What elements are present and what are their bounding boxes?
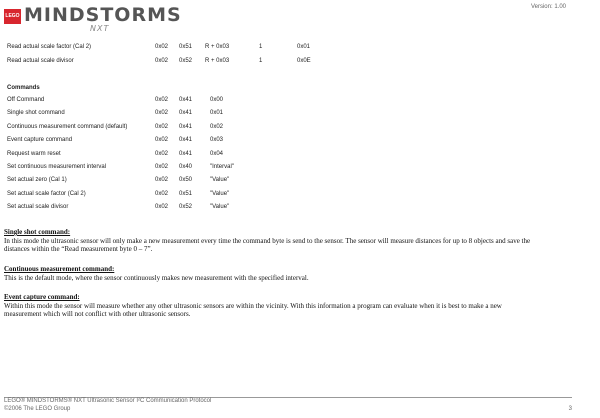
footer-title: LEGO® MINDSTORMS® NXT Ultrasonic Sensor I²C Communication Protocol — [4, 398, 212, 404]
table-cell: 0x02 — [155, 150, 169, 157]
table-cell: Request warm reset — [7, 150, 61, 157]
table-cell: Read actual scale factor (Cal 2) — [7, 44, 92, 50]
table-cell: 0x52 — [179, 204, 193, 211]
table-cell: "Value" — [210, 177, 230, 184]
table-cell: 0x02 — [155, 123, 169, 130]
table-cell: Set actual scale divisor — [7, 204, 69, 211]
section-event-capture — [4, 293, 600, 319]
logo-wordmark: MINDSTORMS — [24, 4, 182, 26]
table-cell: "Value" — [210, 204, 230, 211]
table-cell: 0x02 — [155, 57, 169, 64]
footer-copyright: ©2006 The LEGO Group — [4, 406, 71, 412]
table-cell: 0x02 — [155, 177, 169, 184]
table-cell: Read actual scale divisor — [7, 57, 74, 64]
table-cell: 0x41 — [179, 97, 193, 103]
table-cell: 0x01 — [297, 44, 311, 50]
table-cell: 0x00 — [210, 97, 224, 103]
table-cell: R + 0x03 — [205, 57, 230, 64]
table-cell: Event capture command — [7, 137, 73, 144]
section-line: measurement which will not conflict with other ultrasonic sensors. — [4, 310, 191, 319]
section-line: In this mode the ultrasonic sensor will only make a new measurement every time the command byte is send to the sensor. The sensor will measure distances for up to 8 objects and save the — [4, 236, 531, 245]
section-continuous — [4, 265, 600, 282]
table-cell: 0x50 — [179, 177, 193, 184]
table-cell: Continuous measurement command (default) — [7, 123, 128, 130]
table-cell: Set actual scale factor (Cal 2) — [7, 190, 86, 197]
table-cell: 0x51 — [179, 190, 193, 197]
table-cell: 0x02 — [155, 110, 169, 117]
table-cell: 0x51 — [179, 44, 193, 50]
table-cell: Single shot command — [7, 110, 65, 117]
version-label: Version: 1.00 — [530, 4, 566, 10]
section-heading: Single shot command: — [4, 228, 71, 236]
table-cell: "Interval" — [210, 164, 234, 170]
table-cell: 0x02 — [155, 164, 169, 170]
table-cell: 0x02 — [155, 190, 169, 197]
table-cell: 0x41 — [179, 150, 193, 157]
table-cell: 0x41 — [179, 110, 193, 117]
table-cell: Off Command — [7, 97, 45, 103]
section-line: distances within the “Read measurement byte 0 – 7”. — [4, 245, 153, 254]
table-cell: 0x40 — [179, 164, 193, 170]
table-cell: 1 — [259, 57, 263, 64]
table-cell: 0x02 — [210, 123, 224, 130]
table-cell: 0x04 — [210, 150, 224, 157]
table-cell: R + 0x03 — [205, 44, 230, 50]
table-cell: 0x52 — [179, 57, 193, 64]
section-line: This is the default mode, where the sensor continuously makes new measurement with the specified interval. — [4, 273, 309, 282]
commands-heading: Commands — [7, 85, 40, 91]
page-number: 3 — [568, 406, 572, 412]
table-cell: 0x02 — [155, 44, 169, 50]
section-single-shot — [4, 228, 600, 254]
table-cell: "Value" — [210, 190, 230, 197]
section-heading: Event capture command: — [4, 293, 80, 301]
section-line: Within this mode the sensor will measure whether any other ultrasonic sensors are within the vicinity. With this information a program can evaluate when it is best to make a new — [4, 301, 502, 310]
table-cell: Set actual zero (Cal 1) — [7, 177, 67, 184]
logo-subtitle: NXT — [90, 24, 110, 33]
table-cell: 0x41 — [179, 123, 193, 130]
table-cell: Set continuous measurement interval — [7, 164, 107, 170]
table-cell: 0x03 — [210, 137, 224, 144]
table-cell: 0x41 — [179, 137, 193, 144]
table-cell: 0x02 — [155, 204, 169, 211]
mindstorms-logo — [4, 4, 182, 37]
table-cell: 1 — [259, 44, 263, 50]
table-cell: 0x01 — [210, 110, 224, 117]
section-heading: Continuous measurement command: — [4, 265, 115, 273]
table-cell: 0x02 — [155, 137, 169, 144]
lego-logo-icon: LEGO — [4, 9, 21, 24]
table-cell: 0x02 — [155, 97, 169, 103]
table-cell: 0x0E — [297, 57, 311, 64]
